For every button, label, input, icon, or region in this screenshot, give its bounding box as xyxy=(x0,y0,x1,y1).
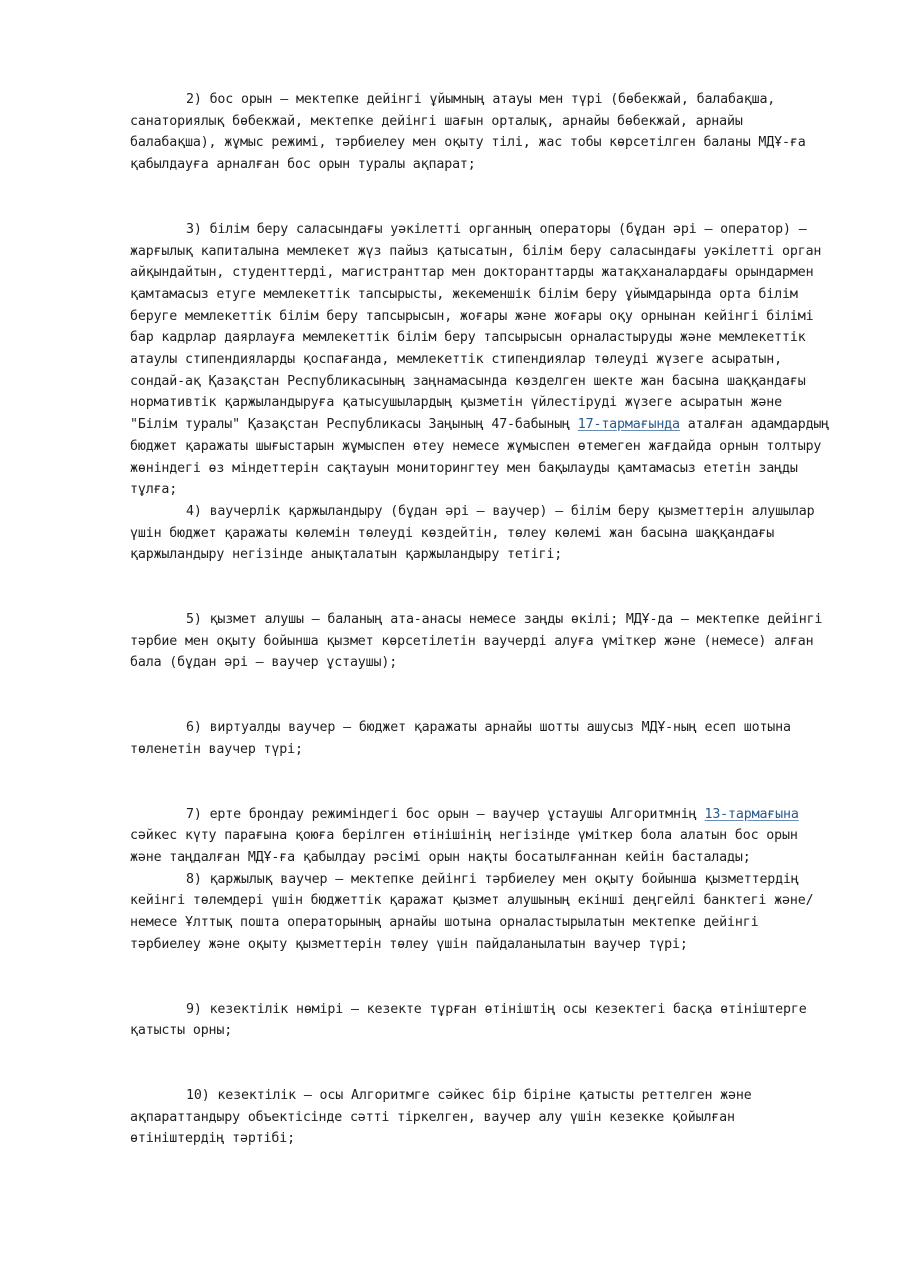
paragraph-text-continued: аталған адамдардың бюджет қаражаты шығыстарын жұмыспен өтеу немесе жұмыспен өтемеген жағдайда орнын толтыру жөніндегі өз міндеттерін сақтауын мониторингтеу мен бақылауды қамтамасыз ететін заңды тұлға; xyxy=(130,417,830,498)
paragraph-gap xyxy=(130,566,836,609)
paragraph-item-8 xyxy=(130,869,836,956)
law-article-link[interactable]: 17-тармағында xyxy=(577,417,680,433)
paragraph-text: 4) ваучерлік қаржыландыру (бұдан әрі – ваучер) – білім беру қызметтерін алушылар үшін бюджет қаражаты көлемін төлеуді көздейтін, төлеу көлемі жан басына шаққандағы қаржыландыру негізінде анықталатын қаржыландыру тетігі; xyxy=(130,503,815,563)
paragraph-item-7 xyxy=(130,804,836,869)
paragraph-text: 2) бос орын – мектепке дейінгі ұйымның атауы мен түрі (бөбекжай, балабақша, санаториялық бөбекжай, мектепке дейінгі шағын орталық, арнайы бөбекжай, арнайы балабақша), жұмыс режимі, тәрбиелеу мен оқыту тілі, жас тобы көрсетілген баланы МДҰ-ға қабылдауға арналған бос орын туралы ақпарат; xyxy=(130,92,806,173)
paragraph-item-6 xyxy=(130,717,836,760)
paragraph-item-9 xyxy=(130,999,836,1042)
paragraph-gap xyxy=(130,674,836,717)
paragraph-item-3 xyxy=(130,219,836,501)
paragraph-text: 10) кезектілік – осы Алгоритмге сәйкес бір біріне қатысты реттелген және ақпараттандыру объектісінде сәтті тіркелген, ваучер алу үшін кезекке қойылған өтініштердің тәртібі; xyxy=(130,1087,752,1147)
paragraph-text: 6) виртуалды ваучер – бюджет қаражаты арнайы шотты ашусыз МДҰ-ның есеп шотына төленетін ваучер түрі; xyxy=(130,720,791,757)
paragraph-text: 3) білім беру саласындағы уәкілетті органның операторы (бұдан әрі – оператор) – жарғылық капиталына мемлекет жүз пайыз қатысатын, білім беру саласындағы уәкілетті орган айқындайтын, студенттерді, магистранттар мен докторанттарды жатақханалардағы орындармен қамтамасыз етуге мемлекеттік тапсырысты, жекеменшік білім беру ұйымдарында орта білім беруге мемлекеттік білім беру тапсырысын, жоғары және жоғары оқу орнынан кейінгі білімі бар кадрлар даярлауға мемлекеттік білім беру тапсырысын орналастыруды және мемлекеттік атаулы стипендияларды қоспағанда, мемлекеттік стипендиялар төлеуді жүзеге асыратын, сондай-ақ Қазақстан Республикасының заңнамасында көзделген шекте жан басына шаққандағы нормативтік қаржыландыруға қатысушылардың қызметін үйлестіруді жүзеге асыратын және "Білім туралы" Қазақстан Республикасы Заңының 47-бабының xyxy=(130,221,822,433)
paragraph-gap xyxy=(130,1042,836,1085)
paragraph-gap xyxy=(130,176,836,219)
paragraph-gap xyxy=(130,761,836,804)
paragraph-item-2 xyxy=(130,89,836,176)
paragraph-item-10 xyxy=(130,1085,836,1150)
paragraph-text-continued: сәйкес күту парағына қоюға берілген өтінішінің негізінде үміткер бола алатын бос орын және таңдалған МДҰ-ға қабылдау рәсімі орын нақты босатылғаннан кейін басталады; xyxy=(130,828,798,865)
paragraph-gap xyxy=(130,956,836,999)
paragraph-text: 8) қаржылық ваучер – мектепке дейінгі тәрбиелеу мен оқыту бойынша қызметтердің кейінгі төлемдері үшін бюджеттік қаражат қызмет алушының екінші деңгейлі банктегі және/немесе Ұлттық пошта операторының арнайы шотына орналастырылатын мектепке дейінгі тәрбиелеу және оқыту қызметтерін төлеу үшін пайдаланылатын ваучер түрі; xyxy=(130,871,814,952)
paragraph-text: 7) ерте брондау режиміндегі бос орын – ваучер ұстаушы Алгоритмнің xyxy=(186,806,705,822)
paragraph-item-4 xyxy=(130,501,836,566)
paragraph-text: 5) қызмет алушы – баланың ата-анасы немесе заңды өкілі; МДҰ-да – мектепке дейінгі тәрбие мен оқыту бойынша қызмет көрсетілетін ваучерді алуға үміткер және (немесе) алған бала (бұдан әрі – ваучер ұстаушы); xyxy=(130,612,823,671)
document-body xyxy=(130,89,836,1150)
algorithm-clause-link[interactable]: 13-тармағына xyxy=(704,806,799,822)
paragraph-text: 9) кезектілік нөмірі – кезекте тұрған өтініштің осы кезектегі басқа өтініштерге қатысты орны; xyxy=(130,1001,807,1039)
paragraph-item-5 xyxy=(130,609,836,674)
